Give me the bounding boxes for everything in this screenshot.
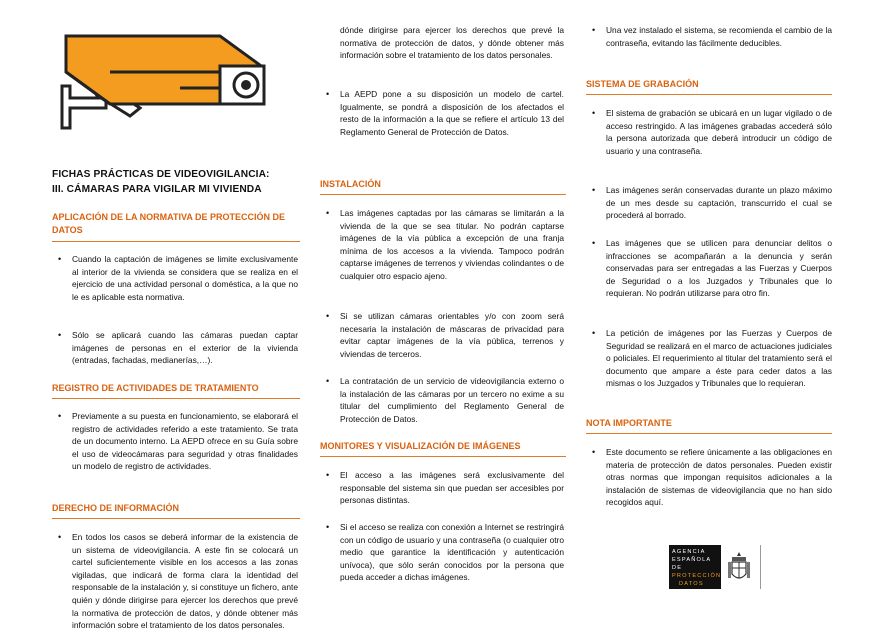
bullet-icon: • (58, 254, 62, 264)
title-line-1: FICHAS PRÁCTICAS DE VIDEOVIGILANCIA: (52, 169, 270, 180)
heading-rule (320, 456, 566, 457)
heading-instalacion: INSTALACIÓN (320, 179, 381, 189)
list-item (592, 446, 832, 509)
heading-derecho: DERECHO DE INFORMACIÓN (52, 503, 180, 513)
list-item (326, 88, 564, 138)
list-item (592, 107, 832, 157)
list-item (326, 521, 564, 584)
heading-rule (52, 518, 300, 519)
heading-rule (586, 94, 832, 95)
list-item (326, 207, 564, 283)
logo-line-3: PROTECCIÓN (672, 573, 722, 579)
bullet-text: Si el acceso se realiza con conexión a Internet se restringirá con un código de usuario y una contraseña (o cualquier otro medio que garantice la identificación y autenticación unívoca), que sólo serán conocidos por la persona que pueda acceder a dichas imágenes. (340, 522, 564, 583)
bullet-text: Previamente a su puesta en funcionamiento, se elaborará el registro de actividades referido a este tratamiento. Se trata de un documento interno. La AEPD ofrece en su Guía sobre el uso de videocámaras para seguridad y otras finalidades un modelo de registro de actividades. (72, 411, 298, 472)
bullet-icon: • (326, 470, 330, 480)
bullet-icon: • (58, 532, 62, 542)
bullet-icon: • (592, 185, 596, 195)
list-item (592, 24, 832, 49)
bullet-text: La petición de imágenes por las Fuerzas y Cuerpos de Seguridad se realizará en el marco de actuaciones judiciales o policiales. El requerimiento al titular del tratamiento será el documento que ampare a éste para ceder datos a las mismas o los Juzgados y Tribunales que lo requieran. (606, 328, 832, 389)
bullet-icon: • (58, 330, 62, 340)
bullet-text: La AEPD pone a su disposición un modelo de cartel. Igualmente, se pondrá a disposición de los afectados el resto de la información a la que se refiere el artículo 13 del Reglamento General de Protección de Datos. (340, 89, 564, 137)
bullet-icon: • (326, 522, 330, 532)
bullet-text: En todos los casos se deberá informar de la existencia de un sistema de videovigilancia. A este fin se colocará un cartel suficientemente visible en los accesos a las zonas vigiladas, que indicará de forma clara la identidad del responsable de la instalación y, si constituye un fichero, ante quién y dónde dirigirse para ejercer los derechos que prevé la normativa de protección de datos, y dónde obtener más información sobre el tratamiento de los datos personales. (72, 532, 298, 631)
bullet-icon: • (326, 208, 330, 218)
bullet-icon: • (58, 411, 62, 421)
heading-registro: REGISTRO DE ACTIVIDADES DE TRATAMIENTO (52, 383, 259, 393)
bullet-text: El sistema de grabación se ubicará en un lugar vigilado o de acceso restringido. A las imágenes grabadas accederá sólo la persona autorizada que deberá introducir un código de usuario y una contraseña. (606, 108, 832, 156)
bullet-text: Una vez instalado el sistema, se recomienda el cambio de la contraseña, evitando las fácilmente deducibles. (606, 25, 832, 48)
heading-nota: NOTA IMPORTANTE (586, 418, 672, 428)
title-line-2: III. CÁMARAS PARA VIGILAR MI VIVIENDA (52, 184, 262, 195)
bullet-text: Si se utilizan cámaras orientables y/o con zoom será necesaria la instalación de máscaras de privacidad para evitar captar imágenes de la vía pública, terrenos y viviendas de terceros. (340, 311, 564, 359)
heading-rule (52, 398, 300, 399)
logo-line-4: DATOS (679, 581, 704, 587)
list-item (592, 327, 832, 390)
bullet-text: Las imágenes que se utilicen para denunciar delitos o infracciones se acompañarán a la denuncia y serán conservadas para ser entregadas a las Fuerzas y Cuerpos de Seguridad o a los Juzgados y Tribunales que lo requieran. No podrán utilizarse para otro fin. (606, 238, 832, 299)
heading-rule (320, 194, 566, 195)
heading-aplicacion: APLICACIÓN DE LA NORMATIVA DE PROTECCIÓN DE DATOS (52, 212, 286, 235)
heading-rule (586, 433, 832, 434)
bullet-icon: • (592, 238, 596, 248)
bullet-icon: • (592, 108, 596, 118)
list-item-continued: dónde dirigirse para ejercer los derechos que prevé la normativa de protección de datos, y dónde obtener más información sobre el tratamiento de los datos personales. (340, 25, 564, 61)
logo-divider (760, 545, 761, 589)
bullet-text: Las imágenes captadas por las cámaras se limitarán a la vivienda de la que se sea titular. No podrán captarse imágenes de la vía pública a excepción de una franja mínima de los accesos a la vivienda. Tampoco podrán captarse imágenes de terrenos y viviendas colindantes o de cualquier otro espacio ajeno. (340, 208, 564, 281)
list-item (592, 184, 832, 222)
security-camera-icon (50, 28, 280, 148)
logo-line-1: AGENCIA (672, 549, 706, 555)
coat-of-arms-icon (726, 550, 752, 586)
list-item (58, 329, 298, 367)
list-item (326, 469, 564, 507)
bullet-icon: • (326, 376, 330, 386)
list-item (58, 253, 298, 303)
list-item (326, 375, 564, 425)
logo-line-2: ESPAÑOLA DE (672, 557, 712, 571)
bullet-text: La contratación de un servicio de videovigilancia externo o la instalación de las cámaras por un tercero no exime a su titular del cumplimiento del Reglamento General de Protección de Datos. (340, 376, 564, 424)
bullet-icon: • (326, 89, 330, 99)
heading-monitores: MONITORES Y VISUALIZACIÓN DE IMÁGENES (320, 441, 521, 451)
bullet-icon: • (326, 311, 330, 321)
list-item (592, 237, 832, 300)
heading-rule (52, 241, 300, 242)
aepd-logo (669, 545, 721, 589)
list-item (326, 310, 564, 360)
bullet-text: Cuando la captación de imágenes se limite exclusivamente al interior de la vivienda se considera que se realiza en el ejercicio de una actividad personal o doméstica, a la que no le es aplicable esta normativa. (72, 254, 298, 302)
heading-grabacion: SISTEMA DE GRABACIÓN (586, 79, 699, 89)
bullet-icon: • (592, 328, 596, 338)
bullet-text: El acceso a las imágenes será exclusivamente del responsable del sistema sin que puedan ser accesibles por personas distintas. (340, 470, 564, 506)
bullet-text: Las imágenes serán conservadas durante un plazo máximo de un mes desde su captación, transcurrido el cual se procederá al borrado. (606, 185, 832, 221)
list-item (58, 531, 298, 631)
bullet-text: Este documento se refiere únicamente a las obligaciones en materia de protección de datos personales. Pueden existir otras normas que impongan requisitos adicionales a la instalación de sistemas de videovigilancia que no han sido recogidos aquí. (606, 447, 832, 508)
bullet-icon: • (592, 447, 596, 457)
bullet-icon: • (592, 25, 596, 35)
bullet-text: Sólo se aplicará cuando las cámaras puedan captar imágenes de personas en el exterior de la vivienda (entradas, fachadas, medianerías,…). (72, 330, 298, 366)
list-item (58, 410, 298, 473)
document-title (52, 167, 300, 197)
